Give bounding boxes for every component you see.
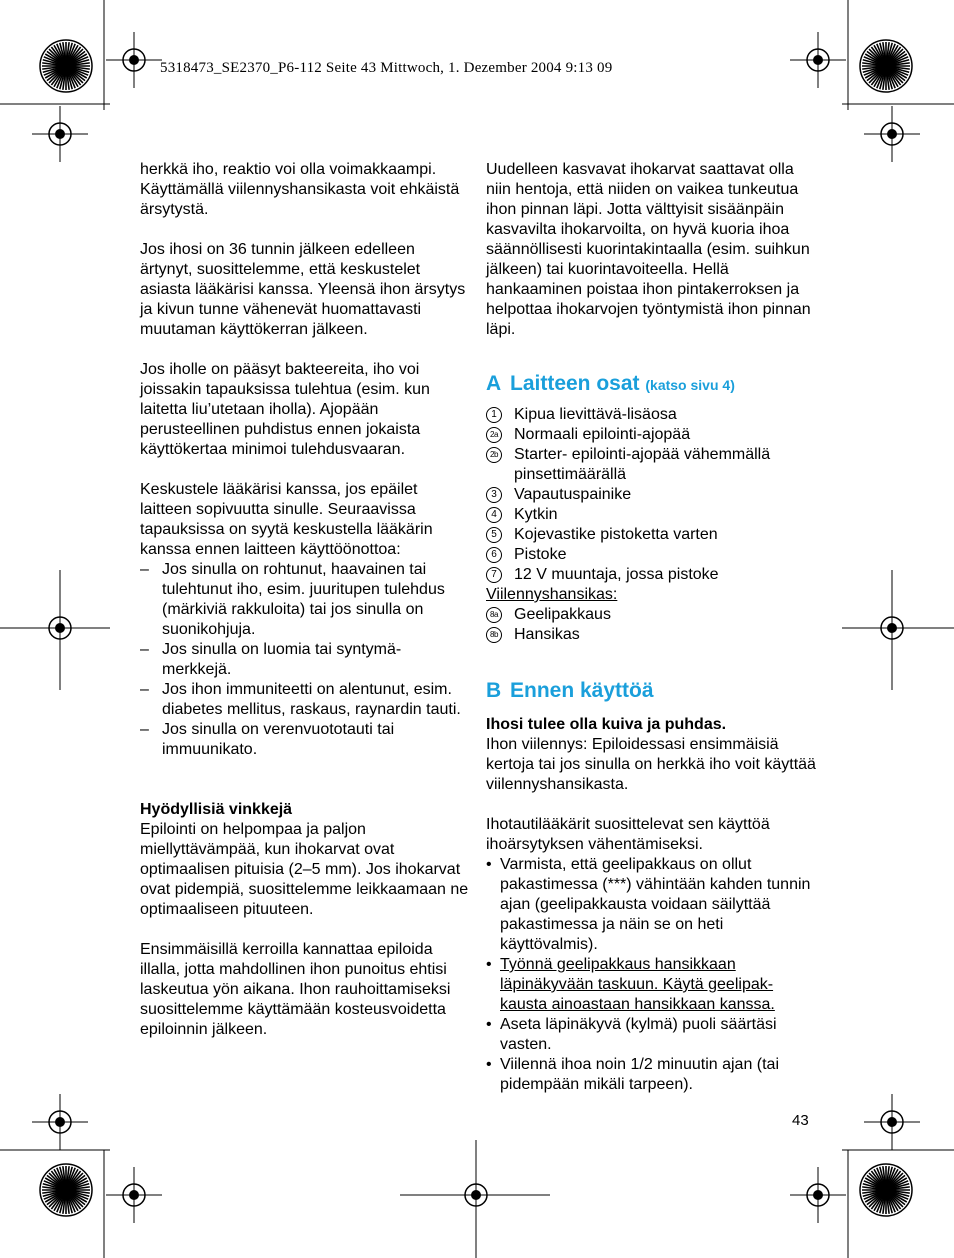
section-b-heading: B Ennen käyttöä <box>486 679 654 702</box>
list-item: • Työnnä geelipakkaus hansikkaan läpinäkyvään taskuun. Käytä geelipak-kausta ainoastaan hansikkaan kanssa. <box>486 956 775 1013</box>
paragraph: Jos iholle on pääsyt bakteereita, iho voi joissakin tapauksissa tulehtua (esim. kun laitetta liu’utetaan iholla). Ajopään perusteellinen puhdistus ennen jokaista käyttökertaa minimoi tulehdusvaaran. <box>140 361 430 458</box>
list-item: 8b Hansikas <box>486 625 816 645</box>
page-number: 43 <box>792 1112 809 1129</box>
section-a-heading: A Laitteen osat (katso sivu 4) <box>486 372 735 395</box>
list-item: 7 12 V muuntaja, jossa pistoke <box>486 565 816 585</box>
skin-condition-note: Ihosi tulee olla kuiva ja puhdas. <box>486 716 727 733</box>
paragraph: Keskustele lääkärisi kanssa, jos epäilet laitteen sopivuutta sinulle. Seuraavissa tapauksissa on syytä keskustella lääkärin kanssa ennen laitteen käyttöönottoa: <box>140 481 433 558</box>
paragraph: herkkä iho, reaktio voi olla voimakkaampi. Käyttämällä viilennyshansikasta voit ehkäistä ärsytystä. <box>140 161 460 218</box>
list-item: 1 Kipua lievittävä-lisäosa <box>486 405 816 425</box>
list-item: 4 Kytkin <box>486 505 816 525</box>
list-item: • Varmista, että geelipakkaus on ollut pakastimessa (***) vähintään kahden tunnin ajan (geelipakkausta voidaan säilyttää pakastimessa ja näin se on heti käyttövalmis). <box>486 856 811 953</box>
list-item: 5 Kojevastike pistoketta varten <box>486 525 816 545</box>
list-item: – Jos sinulla on verenvuototauti tai immuunikato. <box>140 721 395 758</box>
list-item: • Viilennä ihoa noin 1/2 minuutin ajan (tai pidempään mikäli tarpeen). <box>486 1056 780 1093</box>
list-item: • Aseta läpinäkyvä (kylmä) puoli säärtäsi vasten. <box>486 1016 777 1053</box>
print-header: 5318473_SE2370_P6-112 Seite 43 Mittwoch, 1. Dezember 2004 9:13 09 <box>160 60 613 76</box>
paragraph: Uudelleen kasvavat ihokarvat saattavat olla niin hentoja, että niiden on vaikea tunkeutua ihon pinnan läpi. Jotta välttyisit sisäänpäin kasvavilta ihokarvoilta, on hyvä kuoria ihoa säännöllisesti kuorintakintaalla (esim. suihkun jälkeen) tai kuorintavoiteella. Hellä hankaaminen poistaa ihon pintakerroksen ja helpottaa ihokarvojen työntymistä ihon pinnan läpi. <box>486 161 811 338</box>
list-item: 6 Pistoke <box>486 545 816 565</box>
cooling-steps-list <box>486 855 816 1095</box>
list-item: 3 Vapautuspainike <box>486 485 816 505</box>
paragraph: Ensimmäisillä kerroilla kannattaa epiloida illalla, jotta mahdollinen ihon punoitus ehtisi laskeutua yön aikana. Ihon rauhoittamiseksi suosittelemme käyttämään kosteusvoidetta epiloinnin jälkeen. <box>140 941 451 1038</box>
glove-parts-list <box>486 605 816 645</box>
tips-heading: Hyödyllisiä vinkkejä <box>140 801 293 818</box>
list-item: 2b Starter- epilointi-ajopää vähemmällä pinsettimäärällä <box>486 445 816 485</box>
glove-heading: Viilennyshansikas: <box>486 586 618 603</box>
paragraph: Ihotautilääkärit suosittelevat sen käyttöä ihoärsytyksen vähentämiseksi. <box>486 816 770 853</box>
left-column <box>140 160 470 1060</box>
list-item: 8a Geelipakkaus <box>486 605 816 625</box>
list-item: – Jos ihon immuniteetti on alentunut, esim. diabetes mellitus, raskaus, raynardin tauti. <box>140 681 461 718</box>
right-column <box>486 160 816 1095</box>
paragraph: Epilointi on helpompaa ja paljon miellyttävämpää, kun ihokarvat ovat optimaalisen pituisia (2–5 mm). Jos ihokarvat ovat pidempiä, suosittelemme leikkaamaan ne optimaaliseen pituuteen. <box>140 821 469 918</box>
parts-list <box>486 405 816 585</box>
list-item: 2a Normaali epilointi-ajopää <box>486 425 816 445</box>
paragraph: Ihon viilennys: Epiloidessasi ensimmäisiä kertoja tai jos sinulla on herkkä iho voit käyttää viilennyshansikasta. <box>486 736 816 793</box>
doctor-cases-list <box>140 560 470 760</box>
list-item: – Jos sinulla on luomia tai syntymä-merkkejä. <box>140 641 402 678</box>
list-item: – Jos sinulla on rohtunut, haavainen tai tulehtunut iho, esim. juuritupen tulehdus (märkiviä rakkuloita) tai jos sinulla on suonikohjuja. <box>140 561 445 638</box>
paragraph: Jos ihosi on 36 tunnin jälkeen edelleen ärtynyt, suosittelemme, että keskustelet asiasta lääkärisi kanssa. Yleensä ihon ärsytys ja kivun tunne vähenevät huomattavasti muutaman käyttökerran jälkeen. <box>140 241 466 338</box>
